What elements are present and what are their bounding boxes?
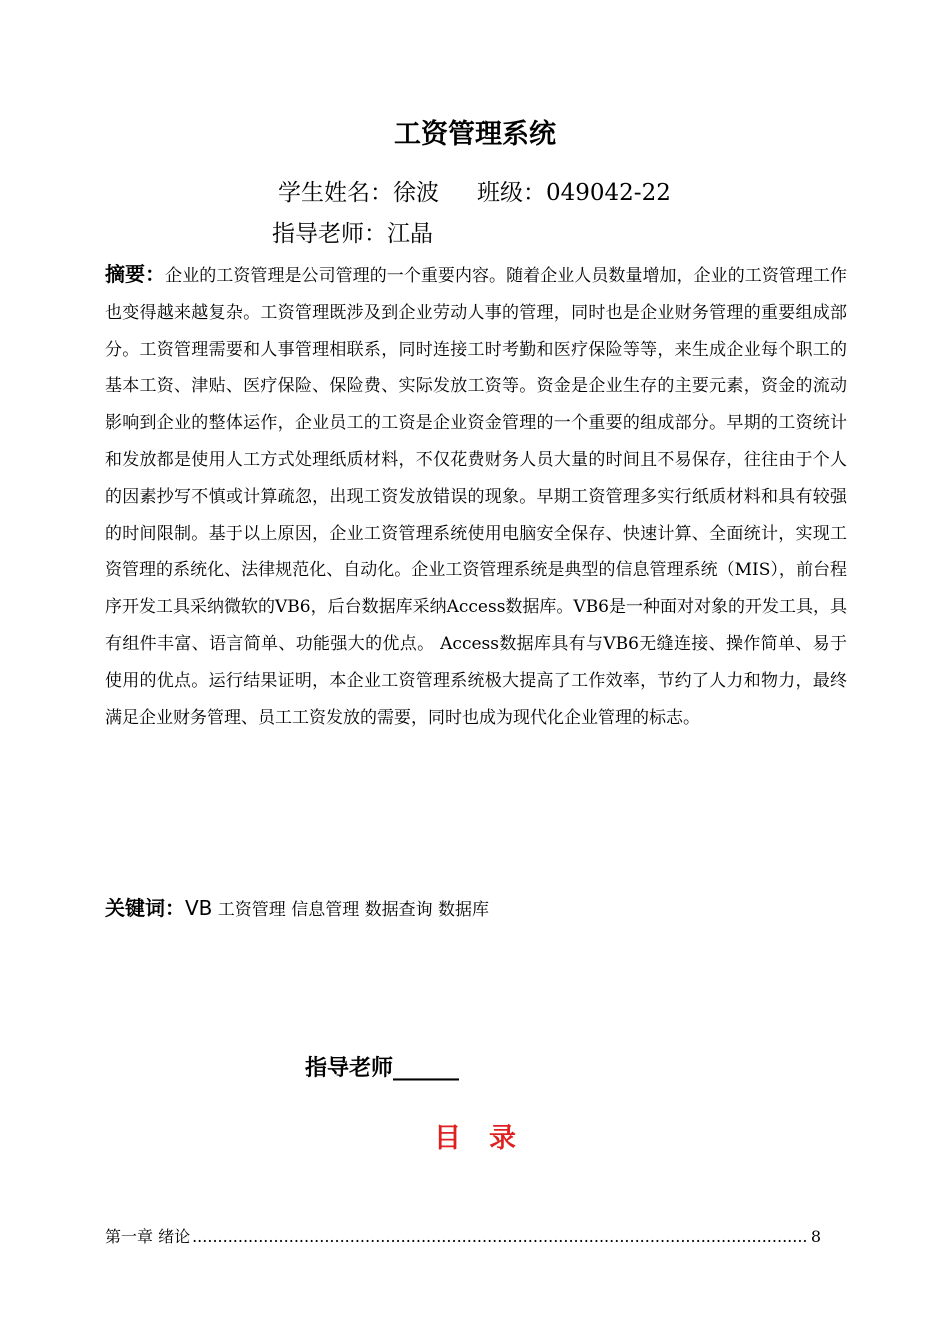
- abstract-paragraph: [105, 256, 847, 736]
- toc-entry-page: 8: [810, 1227, 821, 1246]
- toc-title: 目录: [434, 1123, 544, 1154]
- student-name-label: 学生姓名：: [278, 180, 393, 206]
- toc-entry[interactable]: [105, 1224, 821, 1247]
- keywords-label: 关键词：: [105, 896, 185, 920]
- keywords-list: 工资管理 信息管理 数据查询 数据库: [212, 900, 490, 920]
- teacher-label: 指导老师：: [272, 221, 387, 247]
- document-title: 工资管理系统: [394, 119, 556, 150]
- keyword-vb: VB: [185, 896, 213, 920]
- teacher-name: 江晶: [387, 221, 433, 247]
- class-number: 049042-22: [546, 180, 671, 206]
- abstract-text: 企业的工资管理是公司管理的一个重要内容。随着企业人员数量增加，企业的工资管理工作也变得越来越复杂。工资管理既涉及到企业劳动人事的管理，同时也是企业财务管理的重要组成部分。工资管理需要和人事管理相联系，同时连接工时考勤和医疗保险等等，来生成企业每个职工的基本工资、津贴、医疗保险、保险费、实际发放工资等。资金是企业生存的主要元素，资金的流动影响到企业的整体运作，企业员工的工资是企业资金管理的一个重要的组成部分。早期的工资统计和发放都是使用人工方式处理纸质材料，不仅花费财务人员大量的时间且不易保存，往往由于个人的因素抄写不慎或计算疏忽，出现工资发放错误的现象。早期工资管理多实行纸质材料和具有较强的时间限制。基于以上原因，企业工资管理系统使用电脑安全保存、快速计算、全面统计，实现工资管理的系统化、法律规范化、自动化。企业工资管理系统是典型的信息管理系统（MIS），前台程序开发工具采纳微软的VB6，后台数据库采纳Access数据库。VB6是一种面对对象的开发工具，具有组件丰富、语言简单、功能强大的优点。 Access数据库具有与VB6无缝连接、操作简单、易于使用的优点。运行结果证明，本企业工资管理系统极大提高了工作效率，节约了人力和物力，最终满足企业财务管理、员工工资发放的需要，同时也成为现代化企业管理的标志。: [105, 266, 848, 728]
- teacher-info-line: [272, 215, 433, 248]
- keywords-line: [105, 892, 489, 921]
- abstract-label: 摘要：: [105, 262, 166, 286]
- class-label: 班级：: [477, 180, 546, 206]
- student-info-line: [278, 174, 671, 207]
- advisor-signature-line: 指导老师______: [305, 1056, 460, 1081]
- toc-entry-label: 第一章 绪论: [105, 1227, 191, 1246]
- toc-leader-dots: [192, 1227, 809, 1246]
- student-name: 徐波: [393, 180, 439, 206]
